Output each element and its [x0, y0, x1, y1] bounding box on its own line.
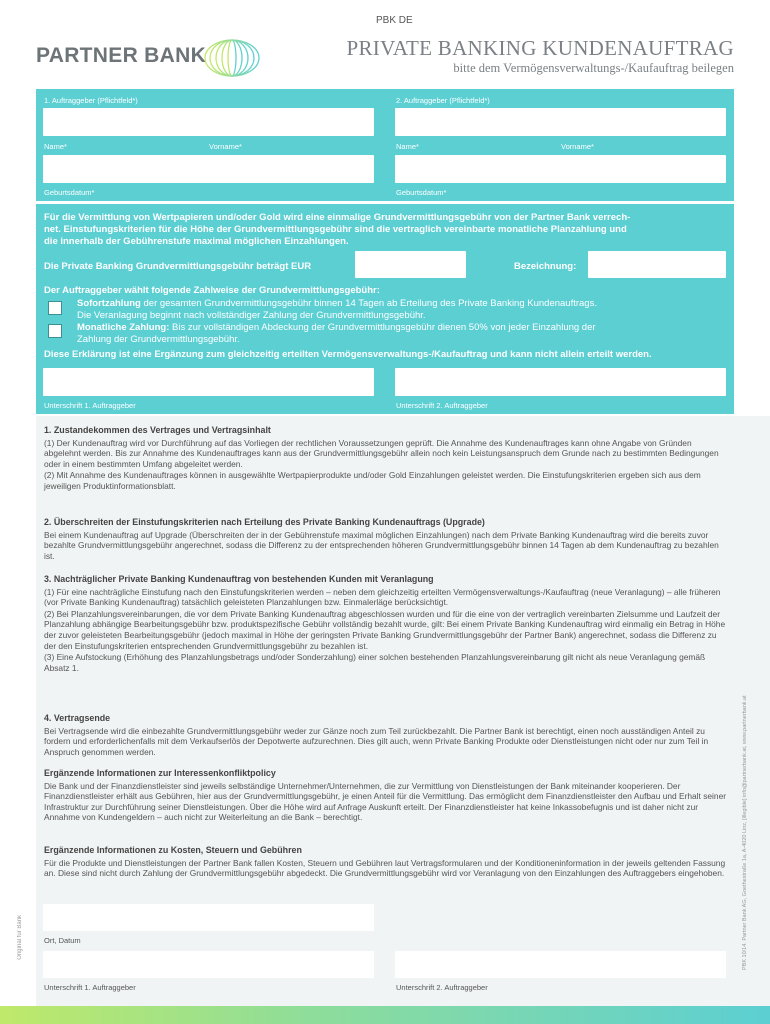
form-code: PBK DE: [376, 15, 413, 26]
option-monthly-line2: Zahlung der Grundvermittlungsgebühr.: [77, 334, 240, 345]
option-immediate-line2: Die Veranlagung beginnt nach vollständiger Zahlung der Grundvermittlungsgebühr.: [77, 310, 426, 321]
signature1-field[interactable]: [43, 368, 374, 396]
section-3: [44, 574, 728, 674]
fee-amount-label: Die Private Banking Grundvermittlungsgebühr beträgt EUR: [44, 261, 312, 272]
client1-name-label: Name*: [44, 142, 67, 151]
place-date-field[interactable]: [43, 904, 374, 931]
section-1-title: 1. Zustandekommen des Vertrages und Vertragsinhalt: [44, 425, 271, 435]
client1-heading: 1. Auftraggeber (Pflichtfeld*): [44, 96, 138, 105]
fee-designation-label: Bezeichnung:: [514, 261, 577, 272]
section-4-para-1: Bei Vertragsende wird die einbezahlte Grundvermittlungsgebühr weder zur Gänze noch zum Teil zurückbezahlt. Die Partner Bank ist berechtigt, einen noch ausständigen Anteil zu fordern und erforderlichenfalls mit dem Verkaufserlös der Depotwerte aufzurechnen. Dies gilt auch, wenn Private Banking Produkte oder Dienstleistungen nicht oder nur zum Teil in Anspruch genommen werden.: [44, 725, 709, 757]
section-3-para-3: (3) Eine Aufstockung (Erhöhung des Planzahlungsbetrags und/oder Sonderzahlung) einer solchen bestehenden Planzahlungsvereinbarung gilt nicht als neue Veranlagung gemäß Absatz 1.: [44, 652, 706, 673]
client2-heading: 2. Auftraggeber (Pflichtfeld*): [396, 96, 490, 105]
option-immediate-line1: Sofortzahlung der gesamten Grundvermittlungsgebühr binnen 14 Tagen ab Erteilung des Private Banking Kundenauftrags.: [77, 298, 597, 309]
section-conflict-title: Ergänzende Informationen zur Interessenkonfliktpolicy: [44, 768, 276, 778]
client-panel: [36, 89, 734, 201]
section-costs: [44, 845, 728, 880]
section-3-para-1: (1) Für eine nachträgliche Einstufung nach den Einstufungskriterien werden – neben dem gleichzeitig erteilten Vermögensverwaltungs-/Kaufauftrag (neue Veranlagung) – alle früheren (vor Private Banking Kundenauftrag) tatsächlich geleisteten Planzahlungen bzw. Einmalerläge berücksichtigt.: [44, 586, 721, 608]
client1-firstname-label: Vorname*: [209, 142, 242, 151]
form-title: PRIVATE BANKING KUNDENAUFTRAG: [346, 36, 734, 60]
fee-amount-field[interactable]: [355, 251, 466, 278]
bank-logo-icon: [203, 38, 261, 78]
section-conflict-para: Die Bank und der Finanzdienstleister sind jeweils selbständige Unternehmer/Unternehmen, die zur Vermittlung von Dienstleistungen der Bank miteinander kooperieren. Der Finanzdienstleister erhält aus Gebühren, hier aus der Grundvermittlungsgebühr, je einen Anteil für die Vermittlung. Das ermöglicht dem Finanzdienstleister den Aufbau und Erhalt seiner Infrastruktur zur Durchführung seiner Dienstleistungen. Über die Höhe wird auf Anfrage Auskunft erteilt. Der Finanzdienstleister hat keine Inkassobefugnis und ist daher nicht zur Annahme von Kundengeldern – auch nicht zur Weiterleitung an die Bank – berechtigt.: [44, 780, 727, 823]
payment-heading: Der Auftraggeber wählt folgende Zahlweise der Grundvermittlungsgebühr:: [44, 285, 380, 296]
section-2-title: 2. Überschreiten der Einstufungskriterien nach Erteilung des Private Banking Kundenauftrags (Upgrade): [44, 517, 485, 527]
section-conflict: [44, 768, 728, 824]
option-monthly-checkbox[interactable]: [48, 324, 62, 338]
signature1-label: Unterschrift 1. Auftraggeber: [44, 401, 136, 410]
option-immediate-checkbox[interactable]: [48, 301, 62, 315]
final-signature2-label: Unterschrift 2. Auftraggeber: [396, 983, 488, 992]
fee-intro-line2: net. Einstufungskriterien für die Höhe der Grundvermittlungsgebühr sind die vertraglich vereinbarte monatliche Planzahlung und: [44, 224, 627, 235]
footer-gradient-bar: [0, 1006, 770, 1024]
section-2: [44, 517, 728, 562]
place-date-label: Ort, Datum: [44, 936, 81, 945]
fee-intro-line1: Für die Vermittlung von Wertpapieren und/oder Gold wird eine einmalige Grundvermittlungsgebühr von der Partner Bank verrech-: [44, 212, 631, 223]
signature2-label: Unterschrift 2. Auftraggeber: [396, 401, 488, 410]
client2-name-label: Name*: [396, 142, 419, 151]
section-2-para-1: Bei einem Kundenauftrag auf Upgrade (Überschreiten der in der Gebührenstufe maximal möglichen Einzahlungen) nach dem Private Banking Kundenauftrag wird die bereits zuvor bezahlte Grundvermittlungsgebühr angerechnet, sodass die Differenz zu der entsprechenden höheren Grundvermittlungsgebühr binnen 14 Tagen ab dem Kundenauftrag zu bezahlen ist.: [44, 529, 719, 561]
client2-firstname-label: Vorname*: [561, 142, 594, 151]
final-signature2-field[interactable]: [395, 951, 726, 978]
client1-name-field[interactable]: [43, 108, 374, 136]
imprint-side-note: PBK 10/14. Partner Bank AG, Goethestraße 1a, A-4020 Linz, [illegible] info@partnerbank.at, www.partnerbank.at: [742, 695, 748, 970]
client2-birthdate-field[interactable]: [395, 155, 726, 183]
option-monthly-line1: Monatliche Zahlung: Bis zur vollständigen Abdeckung der Grundvermittlungsgebühr dienen 50% von jeder Einzahlung der: [77, 322, 596, 333]
client2-name-field[interactable]: [395, 108, 726, 136]
section-4-title: 4. Vertragsende: [44, 713, 111, 723]
section-3-para-2: (2) Bei Planzahlungsvereinbarungen, die vor dem Private Banking Kundenauftrag abgeschlossen wurden und für die eine von der vertraglich vereinbarten Zielsumme und Laufzeit der Planzahlung abhängige Bearbeitungsgebühr bzw. produktspezifische Gebühr vollständig bezahlt wurde, gilt: Bei einem Private Banking Kundenauftrag wird einmalig ein Betrag in Höhe der zuvor geleisteten Bearbeitungsgebühr (jedoch maximal in Höhe der geringsten Private Banking Grundvermittlungsgebühr der Partner Bank) angerechnet, sodass die Differenz zu der den Einstufungskriterien entsprechenden Grundvermittlungsgebühr zu bezahlen ist.: [44, 608, 726, 651]
fee-intro-line3: die innerhalb der Gebührenstufe maximal möglichen Einzahlungen.: [44, 236, 349, 247]
fee-designation-field[interactable]: [588, 251, 726, 278]
section-costs-title: Ergänzende Informationen zu Kosten, Steuern und Gebühren: [44, 845, 302, 855]
section-1: [44, 425, 728, 493]
final-signature1-label: Unterschrift 1. Auftraggeber: [44, 983, 136, 992]
final-signature1-field[interactable]: [43, 951, 374, 978]
section-1-para-2: (2) Mit Annahme des Kundenauftrages können in ausgewählte Wertpapierprodukte und/oder Gold Einzahlungen geleistet werden. Die Einstufungskriterien ergeben sich aus dem jeweiligen Produktinformationsblatt.: [44, 470, 701, 491]
section-1-para-1: (1) Der Kundenauftrag wird vor Durchführung auf das Vorliegen der rechtlichen Voraussetzungen geprüft. Die Annahme des Kundenauftrages kann ohne Angabe von Gründen abgelehnt werden. Bis zur Annahme des Kundenauftrages kann aus der Grundvermittlungsgebühr allein noch kein Leistungsanspruch dem Grunde nach zu bestimmten Bedingungen oder in einem bestimmten Umfang abgeleitet werden.: [44, 437, 719, 469]
form-subtitle: bitte dem Vermögensverwaltungs-/Kaufauftrag beilegen: [453, 61, 734, 75]
client2-birthdate-label: Geburtsdatum*: [396, 188, 447, 197]
declaration-text: Diese Erklärung ist eine Ergänzung zum gleichzeitig erteilten Vermögensverwaltungs-/Kaufauftrag und kann nicht allein erteilt werden.: [44, 349, 652, 360]
client1-birthdate-field[interactable]: [43, 155, 374, 183]
client1-birthdate-label: Geburtsdatum*: [44, 188, 95, 197]
section-costs-para: Für die Produkte und Dienstleistungen der Partner Bank fallen Kosten, Steuern und Gebühren laut Vertragsformularen und der Konditioneninformation in der jeweils geltenden Fassung an. Diese sind nicht durch Zahlung der Grundvermittlungsgebühr abgedeckt. Die Grundvermittlungsgebühr wird vor Veranlagung von den Einzahlungen des Auftraggebers eingehoben.: [44, 857, 726, 879]
section-4: [44, 713, 728, 758]
original-note: Original für Bank: [17, 915, 23, 960]
bank-logo-text: PARTNER BANK: [36, 44, 207, 67]
signature2-field[interactable]: [395, 368, 726, 396]
section-3-title: 3. Nachträglicher Private Banking Kundenauftrag von bestehenden Kunden mit Veranlagung: [44, 574, 434, 584]
